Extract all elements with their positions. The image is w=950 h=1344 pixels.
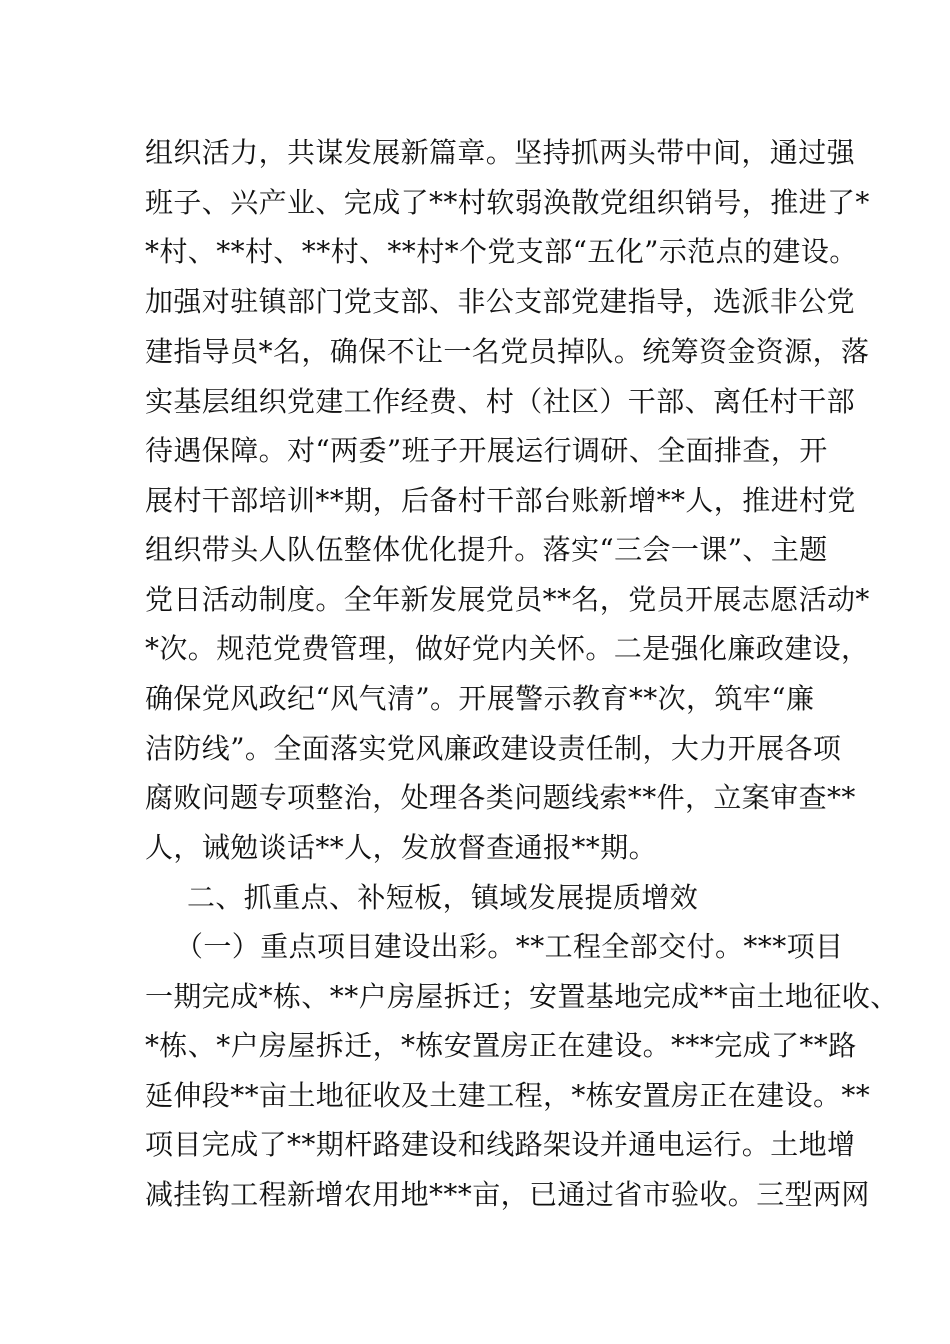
paragraph-line: 组织活力，共谋发展新篇章。坚持抓两头带中间，通过强 — [145, 136, 856, 169]
paragraph-line: 展村干部培训**期，后备村干部台账新增**人，推进村党 — [145, 484, 856, 517]
subsection-heading: （一）重点项目建设出彩。**工程全部交付。***项目 — [175, 930, 844, 963]
paragraph-line: 实基层组织党建工作经费、村（社区）干部、离任村干部 — [145, 385, 856, 418]
paragraph-line: 待遇保障。对“两委”班子开展运行调研、全面排查，开 — [145, 434, 828, 467]
paragraph-line: 加强对驻镇部门党支部、非公支部党建指导，选派非公党 — [145, 285, 856, 318]
paragraph-line: 组织带头人队伍整体优化提升。落实“三会一课”、主题 — [145, 533, 828, 566]
section-heading: 二、抓重点、补短板，镇域发展提质增效 — [187, 881, 699, 914]
paragraph-line: 腐败问题专项整治，处理各类问题线索**件，立案审查** — [145, 781, 856, 814]
paragraph-line: 洁防线”。全面落实党风廉政建设责任制，大力开展各项 — [145, 732, 842, 765]
paragraph-line: 延伸段**亩土地征收及土建工程，*栋安置房正在建设。** — [145, 1079, 871, 1112]
paragraph-line: 减挂钩工程新增农用地***亩，已通过省市验收。三型两网 — [145, 1178, 870, 1211]
paragraph-line: 建指导员*名，确保不让一名党员掉队。统筹资金资源，落 — [145, 335, 870, 368]
paragraph-line: 党日活动制度。全年新发展党员**名，党员开展志愿活动* — [145, 583, 870, 616]
paragraph-line: 项目完成了**期杆路建设和线路架设并通电运行。土地增 — [145, 1128, 856, 1161]
paragraph-line: 人，诫勉谈话**人，发放督查通报**期。 — [145, 831, 658, 864]
paragraph-line: *次。规范党费管理，做好党内关怀。二是强化廉政建设， — [145, 632, 870, 665]
paragraph-line: *村、**村、**村、**村*个党支部“五化”示范点的建设。 — [145, 235, 858, 268]
paragraph-line: 班子、兴产业、完成了**村软弱涣散党组织销号，推进了* — [145, 186, 870, 219]
paragraph-line: *栋、*户房屋拆迁，*栋安置房正在建设。***完成了**路 — [145, 1029, 857, 1062]
paragraph-line: 确保党风政纪“风气清”。开展警示教育**次，筑牢“廉 — [145, 682, 815, 715]
paragraph-line: 一期完成*栋、**户房屋拆迁；安置基地完成**亩土地征收、 — [145, 980, 899, 1013]
